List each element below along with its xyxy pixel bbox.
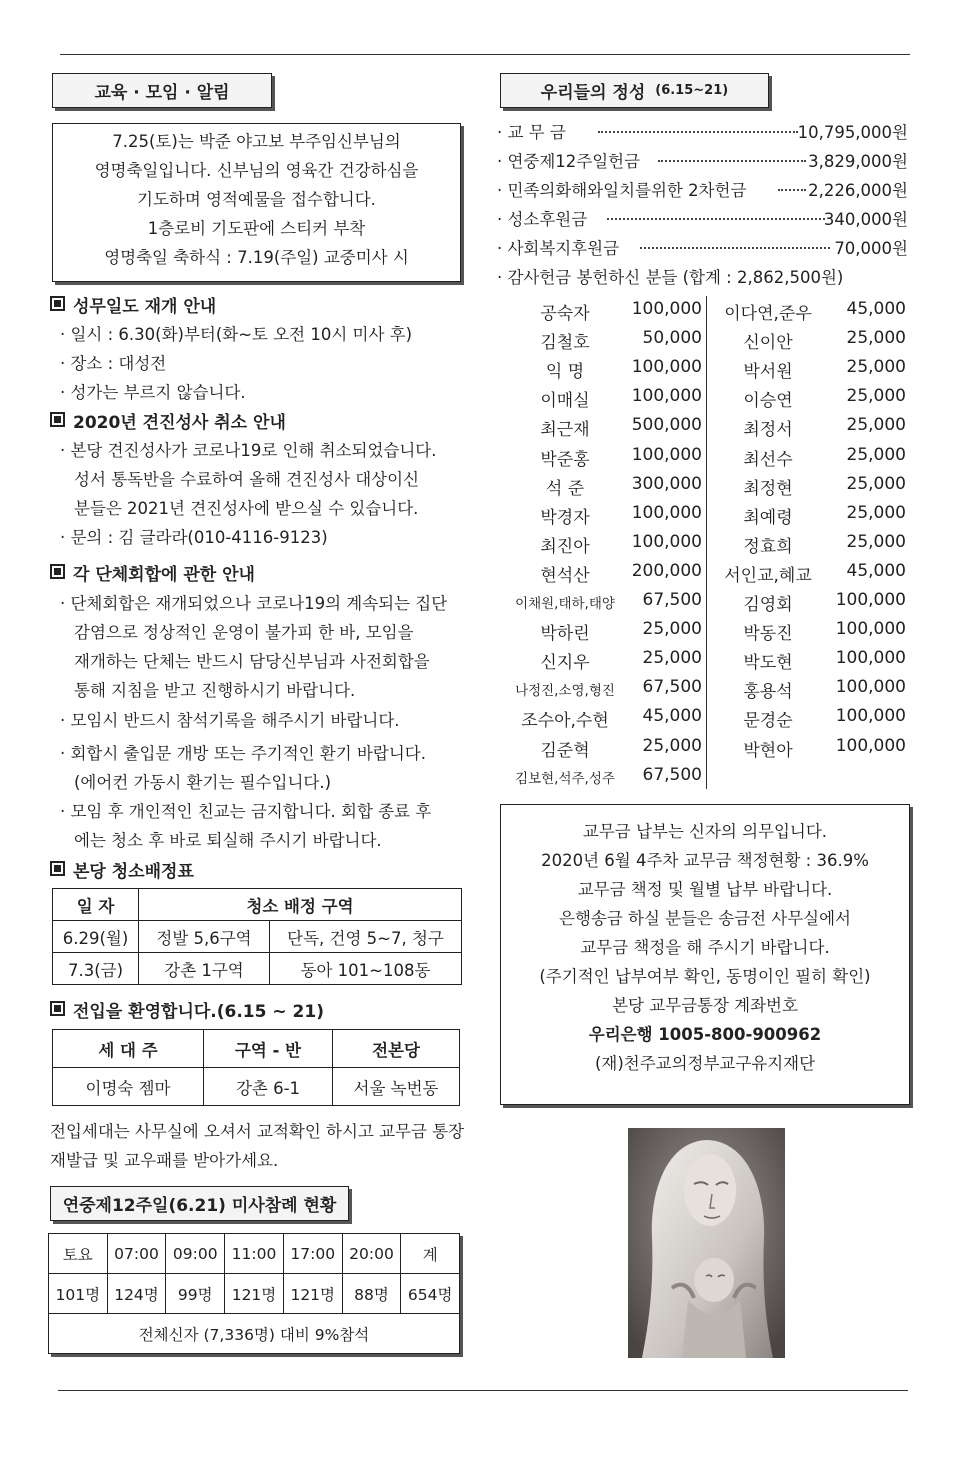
donor-amount: 300,000 (631, 474, 702, 494)
mass-footer: 전체신자 (7,336명) 대비 9%참석 (49, 1314, 460, 1354)
donor-name: 신이안 (743, 333, 793, 353)
duty-line: 교무금 납부는 신자의 의무입니다. (582, 822, 828, 841)
donor-amount: 67,500 (642, 765, 702, 785)
leader-dots (607, 218, 825, 220)
donor-name: 박서원 (743, 362, 793, 382)
mass-table: 토요 07:00 09:00 11:00 17:00 20:00 계 101명 124명 99명 121명 121명 88명 654명 전체신자 (7,336명) 대비 9%참석 (48, 1233, 460, 1354)
square-bullet-icon (50, 412, 65, 427)
table-row: 이명숙 젬마 강촌 6-1 서울 녹번동 (53, 1068, 460, 1106)
donor-amount: 50,000 (642, 328, 702, 348)
leader-dots (778, 189, 806, 191)
donor-name: 박현아 (743, 741, 793, 761)
donor-name: 최정현 (743, 479, 793, 499)
donor-name: 최진아 (540, 537, 590, 557)
donor-amount: 45,000 (846, 299, 906, 319)
donor-amount: 100,000 (631, 532, 702, 552)
offering-amount: 3,829,000원 (808, 152, 908, 171)
square-bullet-icon (50, 861, 65, 876)
offering-label: · 민족의화해와일치를위한 2차헌금 (497, 181, 747, 200)
text-line: · 단체회합은 재개되었으나 코로나19의 계속되는 집단 (60, 594, 448, 613)
text-line: 재발급 및 교우패를 받아가세요. (50, 1151, 279, 1170)
donor-amount: 100,000 (631, 445, 702, 465)
top-rule (60, 54, 910, 55)
donor-amount: 100,000 (835, 619, 906, 639)
donor-name: 이다연,준우 (724, 304, 812, 324)
square-bullet-icon (50, 564, 65, 579)
text-line: 감염으로 정상적인 운영이 불가피 한 바, 모임을 (74, 623, 414, 642)
section-title: 본당 청소배정표 (50, 857, 194, 882)
text-line: · 본당 견진성사가 코로나19로 인해 취소되었습니다. (60, 441, 437, 460)
donor-amount: 100,000 (835, 590, 906, 610)
duty-line: 은행송금 하실 분들은 송금전 사무실에서 (559, 909, 851, 928)
notice-line: 영명축일입니다. 신부님의 영육간 건강하심을 (94, 161, 419, 180)
donor-amount: 45,000 (642, 706, 702, 726)
offering-amount: 10,795,000원 (797, 123, 908, 142)
table-header: 일 자 (53, 889, 139, 921)
madonna-statue-photo (628, 1128, 785, 1358)
donor-name: 김보현,석주,성주 (515, 771, 615, 787)
donor-amount: 100,000 (631, 357, 702, 377)
donor-name: 이매실 (540, 391, 590, 411)
duty-box (500, 804, 910, 1105)
leader-dots (598, 131, 798, 133)
donor-amount: 100,000 (835, 706, 906, 726)
duty-line: 교무금 책정 및 월별 납부 바랍니다. (577, 880, 833, 899)
offering-label: · 성소후원금 (497, 210, 588, 229)
donor-name: 석 준 (545, 479, 585, 499)
text-line: 에는 청소 후 바로 퇴실해 주시기 바랍니다. (74, 831, 382, 850)
donor-name: 김영회 (743, 595, 793, 615)
text-line: 분들은 2021년 견진성사에 받으실 수 있습니다. (74, 499, 419, 518)
text-line: · 모임시 반드시 참석기록을 해주시기 바랍니다. (60, 711, 400, 730)
notice-line: 기도하며 영적예물을 접수합니다. (137, 190, 376, 209)
edu-title: 교육 · 모임 · 알림 (94, 83, 230, 103)
donor-name: 현석산 (540, 566, 590, 586)
donor-name: 공숙자 (540, 304, 590, 324)
donor-amount: 67,500 (642, 677, 702, 697)
donor-name: 조수아,수현 (521, 711, 609, 731)
donor-name: 최근재 (540, 420, 590, 440)
offer-title: 우리들의 정성 (540, 83, 646, 103)
notice-line: 7.25(토)는 박준 야고보 부주임신부님의 (112, 132, 401, 151)
donor-amount: 200,000 (631, 561, 702, 581)
donor-amount: 25,000 (642, 736, 702, 756)
donor-amount: 500,000 (631, 415, 702, 435)
text-line: 통해 지침을 받고 진행하시기 바랍니다. (74, 681, 356, 700)
donor-name: 박동진 (743, 624, 793, 644)
table-row: 6.29(월) 정발 5,6구역 단독, 건영 5~7, 청구 (53, 921, 462, 953)
offer-header (500, 73, 769, 108)
duty-line: 본당 교무금통장 계좌번호 (612, 996, 798, 1015)
donor-name: 박준홍 (540, 450, 590, 470)
donor-name: 나정진,소영,형진 (515, 683, 615, 699)
donor-amount: 25,000 (846, 386, 906, 406)
donor-name: 신지우 (540, 653, 590, 673)
offering-amount: 340,000원 (823, 210, 908, 229)
donor-amount: 100,000 (835, 736, 906, 756)
donor-amount: 25,000 (846, 328, 906, 348)
table-row: 7.3(금) 강촌 1구역 동아 101~108동 (53, 953, 462, 985)
section-title: 전입을 환영합니다.(6.15 ~ 21) (50, 997, 324, 1022)
section-title: 성무일도 재개 안내 (50, 292, 216, 317)
text-line: · 모임 후 개인적인 친교는 금지합니다. 회합 종료 후 (60, 802, 432, 821)
duty-line: 2020년 6월 4주차 교무금 책정현황 : 36.9% (541, 851, 869, 870)
donor-name: 박도현 (743, 653, 793, 673)
donor-name: 최예령 (743, 508, 793, 528)
notice-box (52, 123, 461, 282)
donor-amount: 100,000 (835, 677, 906, 697)
offer-subtitle: (6.15~21) (655, 83, 729, 98)
table-header: 세 대 주 (53, 1030, 204, 1068)
table-header: 구역 - 반 (204, 1030, 333, 1068)
donor-amount: 67,500 (642, 590, 702, 610)
offering-label: · 연중제12주일헌금 (497, 152, 641, 171)
welcome-table (52, 1029, 460, 1106)
text-line: · 회합시 출입문 개방 또는 주기적인 환기 바랍니다. (60, 744, 426, 763)
text-line: 전입세대는 사무실에 오셔서 교적확인 하시고 교무금 통장 (50, 1122, 465, 1141)
table-row: 101명 124명 99명 121명 121명 88명 654명 (49, 1274, 460, 1314)
donor-name: 익 명 (545, 362, 585, 382)
donor-name: 박경자 (540, 508, 590, 528)
cleaning-table (52, 888, 462, 985)
table-header: 청소 배정 구역 (139, 889, 462, 921)
text-line: · 장소 : 대성전 (60, 354, 167, 373)
square-bullet-icon (50, 296, 65, 311)
section-title: 2020년 견진성사 취소 안내 (50, 408, 286, 433)
donor-amount: 25,000 (846, 503, 906, 523)
thanks-line: · 감사헌금 봉헌하신 분들 (합계 : 2,862,500원) (497, 268, 844, 287)
donor-amount: 25,000 (846, 532, 906, 552)
bank-account: 우리은행 1005-800-900962 (588, 1025, 822, 1044)
notice-line: 영명축일 축하식 : 7.19(주일) 교중미사 시 (104, 248, 409, 267)
donor-amount: 25,000 (846, 415, 906, 435)
donor-amount: 45,000 (846, 561, 906, 581)
offering-amount: 2,226,000원 (808, 181, 908, 200)
donor-name: 이채원,태하,태양 (515, 596, 615, 612)
donor-name: 김준혁 (540, 741, 590, 761)
foundation-name: (재)천주교의정부교구유지재단 (594, 1054, 816, 1073)
leader-dots (640, 247, 830, 249)
text-line: (에어컨 가동시 환기는 필수입니다.) (74, 773, 331, 792)
donor-name: 박하린 (540, 624, 590, 644)
donor-amount: 100,000 (631, 299, 702, 319)
donor-amount: 25,000 (846, 445, 906, 465)
leader-dots (658, 160, 806, 162)
donor-amount: 25,000 (642, 619, 702, 639)
offering-amount: 70,000원 (834, 239, 908, 258)
section-title: 각 단체회합에 관한 안내 (50, 560, 255, 585)
donor-amount: 25,000 (642, 648, 702, 668)
donor-name: 정효희 (743, 537, 793, 557)
offering-label: · 사회복지후원금 (497, 239, 620, 258)
mass-header (50, 1186, 349, 1221)
donor-amount: 100,000 (631, 386, 702, 406)
text-line: 성서 통독반을 수료하여 올해 견진성사 대상이신 (74, 470, 420, 489)
donor-name: 이승연 (743, 391, 793, 411)
donor-name: 김철호 (540, 333, 590, 353)
donor-name: 최선수 (743, 450, 793, 470)
edu-header (52, 73, 272, 108)
donor-name: 최정서 (743, 420, 793, 440)
donor-name: 홍용석 (743, 682, 793, 702)
bottom-rule (58, 1390, 908, 1391)
text-line: · 문의 : 김 글라라(010-4116-9123) (60, 528, 328, 547)
notice-line: 1층로비 기도판에 스티커 부착 (147, 219, 366, 238)
donor-amount: 100,000 (835, 648, 906, 668)
duty-line: 교무금 책정을 해 주시기 바랍니다. (580, 938, 830, 957)
offering-label: · 교 무 금 (497, 123, 566, 142)
donor-name: 서인교,혜교 (724, 566, 812, 586)
donor-divider (706, 296, 707, 789)
text-line: 재개하는 단체는 반드시 담당신부님과 사전회합을 (74, 652, 430, 671)
table-header: 전본당 (333, 1030, 460, 1068)
text-line: · 성가는 부르지 않습니다. (60, 383, 246, 402)
donor-name: 문경순 (743, 711, 793, 731)
text-line: · 일시 : 6.30(화)부터(화~토 오전 10시 미사 후) (60, 325, 413, 344)
donor-amount: 25,000 (846, 357, 906, 377)
square-bullet-icon (50, 1001, 65, 1016)
donor-amount: 100,000 (631, 503, 702, 523)
duty-line: (주기적인 납부여부 확인, 동명이인 필히 확인) (539, 967, 871, 986)
mass-title: 연중제12주일(6.21) 미사참례 현황 (62, 1196, 337, 1216)
donor-amount: 25,000 (846, 474, 906, 494)
